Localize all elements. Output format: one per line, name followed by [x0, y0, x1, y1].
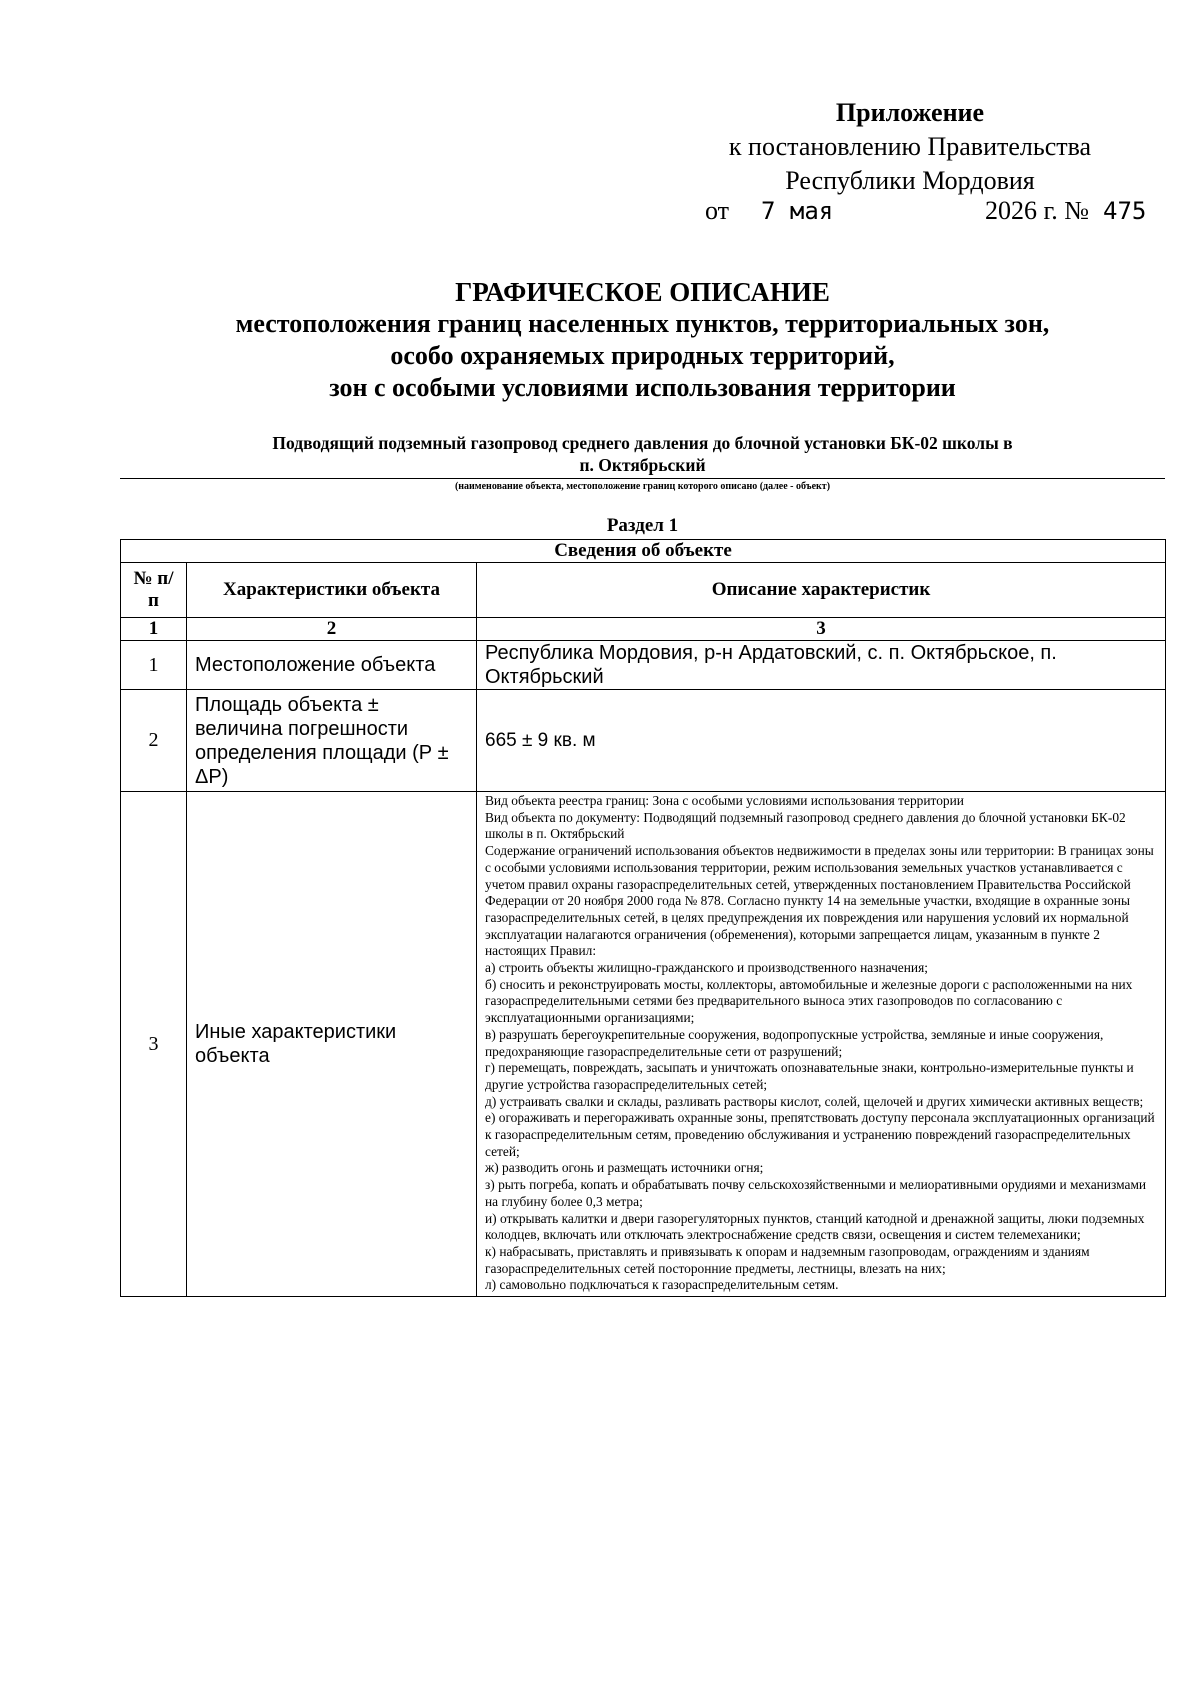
- document-heading: [120, 276, 1165, 404]
- description-paragraph: и) открывать калитки и двери газорегуляторных пунктов, станций катодной и дренажной защиты, люки подземных колодцев, включать или отключать электроснабжение средств связи, освещения и систем телемеханики;: [485, 1210, 1145, 1243]
- row-number: 2: [121, 690, 187, 792]
- column-header-description: Описание характеристик: [477, 563, 1166, 618]
- description-paragraph: а) строить объекты жилищно-гражданского и производственного назначения;: [485, 960, 928, 976]
- description-paragraph: Содержание ограничений использования объектов недвижимости в пределах зоны или территории: В границах зоны с особыми условиями использования территории, режим использования земельных участков устанавливается с учетом правил охраны газораспределительных сетей, утвержденных постановлением Правительства Российской Федерации от 20 ноября 2000 года № 878. Согласно пункту 14 на земельные участки, входящие в охранные зоны газораспределительных сетей, в целях предупреждения их повреждения или нарушения условий их нормальной эксплуатации налагаются ограничения (обременения), которыми запрещается лицам, указанным в пункте 2 настоящих Правил:: [485, 843, 1154, 959]
- description-paragraph: г) перемещать, повреждать, засыпать и уничтожать опознавательные знаки, контрольно-измерительные пункты и другие устройства газораспределительных сетей;: [485, 1060, 1134, 1092]
- date-prefix: от: [705, 196, 730, 225]
- table-row: [121, 792, 1166, 1297]
- object-info-table: [120, 539, 1166, 1297]
- row-characteristic: Местоположение объекта: [187, 641, 477, 690]
- object-note: (наименование объекта, местоположение границ которого описано (далее - объект): [454, 481, 831, 492]
- column-number-1: 1: [121, 618, 187, 641]
- heading-main: ГРАФИЧЕСКОЕ ОПИСАНИЕ: [455, 277, 830, 307]
- date-day: 7 мая: [761, 197, 834, 225]
- section-label: Раздел 1: [606, 515, 679, 536]
- description-paragraph: б) сносить и реконструировать мосты, коллекторы, автомобильные и железные дороги с расположенными на них газораспределительными сетями без предварительного выноса этих газопроводов по согласованию с эксплуатационными организациями;: [485, 976, 1133, 1026]
- description-paragraph: д) устраивать свалки и склады, разливать растворы кислот, солей, щелочей и других химически активных веществ;: [485, 1093, 1144, 1109]
- column-header-num: № п/п: [121, 563, 187, 618]
- description-paragraph: з) рыть погреба, копать и обрабатывать почву сельскохозяйственными и мелиоративными орудиями и механизмами на глубину более 0,3 метра;: [485, 1177, 1147, 1209]
- table-row: [121, 641, 1166, 690]
- heading-line-1: местоположения границ населенных пунктов, территориальных зон,: [235, 309, 1050, 338]
- date-year: 2026 г. №: [985, 196, 1090, 225]
- row-number: 3: [121, 792, 187, 1297]
- column-header-characteristic: Характеристики объекта: [187, 563, 477, 618]
- column-number-3: 3: [477, 618, 1166, 641]
- description-paragraph: ж) разводить огонь и размещать источники огня;: [485, 1160, 764, 1176]
- object-name-line-2: п. Октябрьский: [579, 455, 706, 475]
- object-name-line-1: Подводящий подземный газопровод среднего давления до блочной установки БК-02 школы в: [272, 433, 1013, 453]
- row-description: Республика Мордовия, р-н Ардатовский, с. п. Октябрьское, п. Октябрьский: [477, 641, 1166, 690]
- object-underline: [120, 478, 1165, 479]
- row-number: 1: [121, 641, 187, 690]
- appendix-line-2: Республики Мордовия: [785, 166, 1035, 195]
- description-paragraph: в) разрушать берегоукрепительные сооружения, водопропускные устройства, земляные и иные сооружения, предохраняющие газораспределительные сети от разрушений;: [485, 1026, 1104, 1059]
- description-paragraph: к) набрасывать, приставлять и привязывать к опорам и надземным газопроводам, ограждениям и зданиям газораспределительных сетей посторонние предметы, лестницы, влезать на них;: [485, 1243, 1090, 1276]
- table-row: [121, 690, 1166, 792]
- description-paragraph: е) огораживать и перегораживать охранные зоны, препятствовать доступу персонала эксплуатационных организаций к газораспределительным сетям, проведению обслуживания и устранению повреждений газораспределительных сетей;: [485, 1110, 1155, 1159]
- appendix-title: Приложение: [835, 98, 985, 127]
- appendix-line-1: к постановлению Правительства: [728, 132, 1092, 161]
- description-paragraph: л) самовольно подключаться к газораспределительным сетям.: [485, 1277, 839, 1293]
- row-description-restrictions: [477, 792, 1166, 1297]
- decree-number: 475: [1103, 197, 1147, 225]
- description-paragraph: Вид объекта по документу: Подводящий подземный газопровод среднего давления до блочной установки БК-02 школы в п. Октябрьский: [485, 809, 1126, 842]
- appendix-block: [690, 96, 1130, 198]
- description-paragraph: Вид объекта реестра границ: Зона с особыми условиями использования территории: [485, 793, 964, 808]
- row-characteristic: Иные характеристики объекта: [187, 792, 477, 1297]
- row-characteristic: Площадь объекта ± величина погрешности определения площади (Р ± ΔР): [187, 690, 477, 792]
- table-title: Сведения об объекте: [121, 540, 1166, 563]
- appendix-date-line: [705, 194, 1155, 228]
- object-name: [120, 432, 1165, 476]
- row-description: 665 ± 9 кв. м: [477, 690, 1166, 792]
- heading-line-3: зон с особыми условиями использования территории: [329, 373, 956, 402]
- column-number-2: 2: [187, 618, 477, 641]
- heading-line-2: особо охраняемых природных территорий,: [390, 341, 895, 370]
